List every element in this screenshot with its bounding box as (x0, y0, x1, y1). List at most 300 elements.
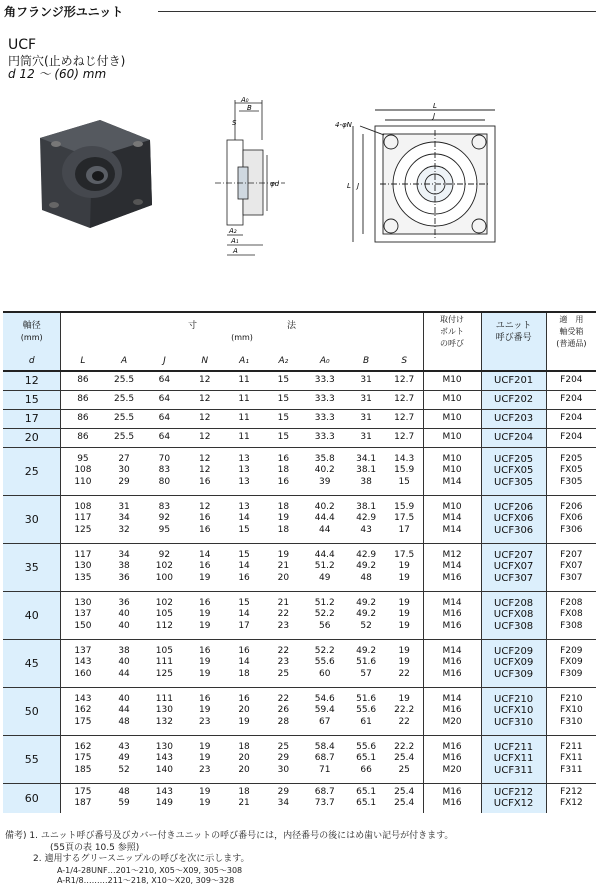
bolt-cell (423, 735, 481, 783)
unit-number-cell (481, 687, 546, 735)
unit-number-cell (481, 735, 546, 783)
table-subheader-row (3, 351, 596, 371)
cell-value: 34 (277, 798, 290, 809)
bolt-cell (423, 687, 481, 735)
cell-value: F204 (560, 412, 583, 423)
label-bolt-hole: 4-φN (335, 121, 352, 129)
bore-diameter: 60 (3, 783, 61, 813)
table-row (3, 495, 596, 543)
cell-value: FX05 (559, 465, 583, 476)
cell-value: M10 (442, 412, 462, 423)
cell-value: 12.7 (394, 412, 415, 423)
dimension-cell (61, 428, 104, 447)
housing-cell (546, 735, 596, 783)
dimension-cell (386, 409, 423, 428)
note-1: 備考) 1. ユニット呼び番号及びカバー付きユニットの呼び番号には，内径番号の後にはめ歯い記号が付きます。 (5, 831, 454, 841)
cell-value: M14 (442, 561, 462, 572)
label-j-side: J (357, 182, 360, 190)
dimension-cell (104, 543, 143, 591)
dimension-cell (104, 591, 143, 639)
cell-value: 28 (277, 716, 290, 727)
cell-value: 49.2 (356, 561, 377, 572)
dimension-cell (303, 543, 346, 591)
cell-value: 52.2 (314, 609, 335, 620)
dimension-cell (303, 428, 346, 447)
cell-value: 15 (277, 375, 290, 385)
cell-value: 51.6 (356, 693, 377, 704)
cell-value: 18 (277, 465, 290, 476)
dimension-cell (185, 495, 224, 543)
cell-value: 59.4 (314, 705, 335, 716)
dimension-cell (185, 639, 224, 687)
cell-value: 48 (360, 572, 372, 583)
dimension-cell (303, 495, 346, 543)
cell-value: M16 (442, 786, 462, 797)
cell-value: 83 (158, 465, 171, 476)
cell-value: 111 (155, 693, 173, 704)
housing-cell (546, 447, 596, 495)
unit-number-cell (481, 409, 546, 428)
cell-value: F209 (560, 645, 583, 656)
cell-value: 51.2 (314, 597, 335, 608)
housing-cell (546, 783, 596, 813)
sub-n: N (185, 351, 224, 371)
bore-diameter: 30 (3, 495, 61, 543)
cell-value: M12 (442, 549, 462, 560)
dimension-cell (264, 639, 303, 687)
cell-value: 130 (155, 705, 173, 716)
cell-value: 64 (158, 375, 171, 385)
cell-value: 149 (155, 798, 173, 809)
table-row (3, 543, 596, 591)
cell-value: UCF308 (494, 620, 534, 632)
bore-diameter: 15 (3, 390, 61, 409)
cell-value: UCF306 (494, 524, 534, 536)
cell-value: 49.2 (356, 645, 377, 656)
sub-a2: A₂ (264, 351, 303, 371)
cell-value: 19 (199, 741, 211, 752)
cell-value: 15 (277, 431, 290, 442)
cell-value: 48 (118, 716, 130, 727)
dimension-cell (303, 735, 346, 783)
dimension-cell (264, 735, 303, 783)
dimension-cell (61, 447, 104, 495)
cell-value: 38 (118, 561, 130, 572)
cell-value: FX10 (559, 705, 583, 716)
cell-value: 12.7 (394, 375, 415, 385)
dimension-cell (386, 735, 423, 783)
header-bolt: 取付け ボルト の呼び (423, 312, 481, 351)
bore-diameter: 55 (3, 735, 61, 783)
cell-value: 73.7 (314, 798, 335, 809)
cell-value: 25.4 (394, 786, 415, 797)
dimension-cell (185, 428, 224, 447)
cell-value: 102 (155, 561, 173, 572)
dimension-cell (185, 409, 224, 428)
cell-value: 55.6 (356, 705, 377, 716)
cell-value: 40 (118, 609, 130, 620)
cell-value: 67 (319, 716, 331, 727)
dimension-cell (346, 783, 385, 813)
cell-value: 102 (155, 597, 173, 608)
cell-value: M16 (442, 753, 462, 764)
bolt-cell (423, 639, 481, 687)
dimension-cell (346, 390, 385, 409)
cell-value: 59 (118, 798, 130, 809)
cell-value: 19 (277, 513, 290, 524)
unit-number-cell (481, 783, 546, 813)
cell-value: 60 (319, 668, 331, 679)
cell-value: 44 (118, 668, 130, 679)
note-2: 2. 適用するグリースニップルの呼びを次に示します。 (33, 854, 250, 864)
dimension-cell (144, 783, 185, 813)
dimension-cell (104, 447, 143, 495)
cell-value: 70 (158, 453, 171, 464)
cell-value: FX08 (559, 609, 583, 620)
table-row (3, 371, 596, 390)
cell-value: 12 (199, 465, 211, 476)
table-row (3, 783, 596, 813)
cell-value: 19 (238, 716, 250, 727)
cell-value: UCF311 (494, 764, 534, 776)
dimension-cell (61, 543, 104, 591)
table-row (3, 447, 596, 495)
cell-value: M16 (442, 741, 462, 752)
cell-value: UCFX10 (493, 705, 534, 717)
dimension-cell (346, 735, 385, 783)
cell-value: 64 (158, 393, 171, 404)
cell-value: UCF210 (494, 693, 534, 705)
bolt-cell (423, 591, 481, 639)
cell-value: 25 (277, 741, 290, 752)
cell-value: 130 (74, 597, 92, 608)
product-photo (20, 110, 170, 240)
table-row (3, 639, 596, 687)
cell-value: 44 (319, 524, 331, 535)
dimension-cell (264, 428, 303, 447)
cell-value: 48 (118, 786, 130, 797)
dimension-cell (185, 390, 224, 409)
cell-value: 137 (74, 645, 92, 656)
cell-value: F308 (560, 620, 583, 631)
cell-value: 86 (77, 412, 89, 423)
cell-value: 32 (118, 524, 130, 535)
cell-value: 23 (277, 620, 290, 631)
bolt-cell (423, 495, 481, 543)
cell-value: 64 (158, 412, 171, 423)
cell-value: 44.4 (314, 549, 335, 560)
cell-value: 135 (74, 572, 92, 583)
cell-value: F205 (560, 453, 583, 464)
dimension-cell (386, 428, 423, 447)
cell-value: 17.5 (394, 513, 415, 524)
cell-value: UCFX09 (493, 657, 534, 669)
bolt-cell (423, 371, 481, 390)
unit-number-cell (481, 495, 546, 543)
dimension-cell (224, 783, 263, 813)
dimension-cell (224, 371, 263, 390)
cell-value: 11 (238, 393, 250, 404)
housing-cell (546, 591, 596, 639)
dimension-cell (104, 390, 143, 409)
bore-diameter: 12 (3, 371, 61, 390)
cell-value: F204 (560, 375, 583, 385)
dimension-cell (144, 390, 185, 409)
dimension-cell (144, 371, 185, 390)
cell-value: 14.3 (394, 453, 415, 464)
cell-value: 19 (398, 572, 410, 583)
cell-value: 68.7 (314, 753, 335, 764)
dimension-cell (264, 447, 303, 495)
unit-number-cell (481, 543, 546, 591)
dimension-cell (386, 639, 423, 687)
cell-value: F310 (560, 716, 583, 727)
bolt-cell (423, 783, 481, 813)
cell-value: FX06 (559, 513, 583, 524)
product-code: UCF (8, 37, 37, 53)
bore-diameter: 25 (3, 447, 61, 495)
sub-b: B (346, 351, 385, 371)
cell-value: 20 (277, 572, 290, 583)
cell-value: 30 (118, 465, 130, 476)
dimension-cell (104, 428, 143, 447)
cell-value: FX11 (559, 753, 583, 764)
cell-value: 110 (74, 476, 92, 487)
cell-value: 130 (74, 561, 92, 572)
cell-value: 19 (398, 645, 410, 656)
cell-value: M16 (442, 657, 462, 668)
cell-value: M20 (442, 716, 462, 727)
cell-value: 65.1 (356, 786, 377, 797)
cell-value: 65.1 (356, 798, 377, 809)
cell-value: 39 (319, 476, 331, 487)
cell-value: 25.5 (114, 393, 135, 404)
cell-value: 18 (238, 786, 250, 797)
table-header-row (3, 312, 596, 351)
cell-value: 55.6 (356, 741, 377, 752)
cell-value: M20 (442, 764, 462, 775)
bore-diameter: 17 (3, 409, 61, 428)
cell-value: 12 (199, 431, 211, 442)
dimension-cell (224, 735, 263, 783)
cell-value: 15 (277, 412, 290, 423)
label-j-top: J (433, 112, 436, 120)
cell-value: 17.5 (394, 549, 415, 560)
cell-value: 19 (199, 705, 211, 716)
dimension-cell (61, 495, 104, 543)
cell-value: 31 (360, 431, 372, 442)
cell-value: 11 (238, 412, 250, 423)
dimension-cell (224, 390, 263, 409)
dimension-cell (61, 390, 104, 409)
unit-number-cell (481, 447, 546, 495)
cell-value: 117 (74, 513, 92, 524)
cell-value: 29 (277, 753, 290, 764)
section-title: 角フランジ形ユニット (4, 5, 124, 19)
cell-value: 40.2 (314, 501, 335, 512)
dimension-cell (224, 639, 263, 687)
cell-value: M16 (442, 668, 462, 679)
dimension-cell (264, 495, 303, 543)
cell-value: 22 (398, 668, 410, 679)
dimension-cell (61, 409, 104, 428)
cell-value: 54.6 (314, 693, 335, 704)
cell-value: M16 (442, 609, 462, 620)
cell-value: 40 (118, 657, 130, 668)
title-rule (158, 11, 596, 12)
cell-value: 43 (360, 524, 372, 535)
dimension-cell (264, 591, 303, 639)
dimension-cell (303, 687, 346, 735)
cell-value: 175 (74, 786, 92, 797)
cell-value: 95 (158, 524, 171, 535)
cell-value: UCF208 (494, 597, 534, 609)
bore-diameter: 35 (3, 543, 61, 591)
dimension-cell (303, 591, 346, 639)
cell-value: F309 (560, 668, 583, 679)
cell-value: F311 (560, 764, 583, 775)
header-dimensions: 寸 法 (mm) (61, 312, 423, 351)
cell-value: 14 (238, 561, 250, 572)
cell-value: 49.2 (356, 597, 377, 608)
dimension-cell (144, 495, 185, 543)
cell-value: 61 (360, 716, 372, 727)
unit-number-cell (481, 639, 546, 687)
cell-value: UCFX06 (493, 513, 534, 525)
dimension-cell (386, 495, 423, 543)
cell-value: 187 (74, 798, 92, 809)
cell-value: 52.2 (314, 645, 335, 656)
cell-value: FX09 (559, 657, 583, 668)
cell-value: F307 (560, 572, 583, 583)
dimension-cell (303, 409, 346, 428)
cell-value: UCFX11 (493, 753, 534, 765)
cell-value: 20 (238, 764, 250, 775)
dimension-cell (61, 783, 104, 813)
sub-a: A (104, 351, 143, 371)
cell-value: 16 (199, 476, 211, 487)
cell-value: 11 (238, 431, 250, 442)
note-2-b: A-R1/8………211～218, X10～X20, 309～328 (57, 875, 235, 885)
header-unit-number: ユニット 呼び番号 (481, 312, 546, 351)
cell-value: 49 (118, 753, 130, 764)
cell-value: 19 (398, 620, 410, 631)
cell-value: 143 (74, 693, 92, 704)
cell-value: 19 (199, 620, 211, 631)
dimension-cell (386, 783, 423, 813)
cell-value: 38.1 (356, 465, 377, 476)
cell-value: 143 (74, 657, 92, 668)
label-a2: A₂ (229, 227, 237, 235)
dimension-cell (303, 371, 346, 390)
cell-value: 175 (74, 716, 92, 727)
cell-value: 18 (277, 524, 290, 535)
cell-value: 19 (199, 753, 211, 764)
cell-value: 86 (77, 375, 89, 385)
bore-diameter: 45 (3, 639, 61, 687)
cell-value: F206 (560, 501, 583, 512)
dimension-cell (303, 447, 346, 495)
cell-value: 57 (360, 668, 372, 679)
bore-diameter: 50 (3, 687, 61, 735)
cell-value: 25.4 (394, 798, 415, 809)
cell-value: 33.3 (314, 393, 335, 404)
cell-value: 12.7 (394, 431, 415, 442)
cell-value: F204 (560, 393, 583, 404)
cell-value: UCF310 (494, 716, 534, 728)
cell-value: 19 (277, 549, 290, 560)
cell-value: 22 (277, 609, 290, 620)
cell-value: M10 (442, 431, 462, 442)
cell-value: 43 (118, 741, 130, 752)
cell-value: M10 (442, 393, 462, 404)
sub-d: d (3, 351, 61, 371)
cell-value: 25.4 (394, 753, 415, 764)
cell-value: 16 (199, 597, 211, 608)
dimension-cell (264, 687, 303, 735)
sub-a0: A₀ (303, 351, 346, 371)
cell-value: UCF207 (494, 549, 534, 561)
header-housing: 適 用 軸受箱 (普通品) (546, 312, 596, 351)
cell-value: 29 (118, 476, 130, 487)
cell-value: 162 (74, 741, 92, 752)
cell-value: 16 (199, 645, 211, 656)
cell-value: 40 (118, 693, 130, 704)
cell-value: 19 (398, 693, 410, 704)
cell-value: 33.3 (314, 431, 335, 442)
cell-value: 18 (238, 668, 250, 679)
cell-value: 31 (360, 412, 372, 423)
cell-value: UCF205 (494, 453, 534, 465)
notes (5, 831, 453, 886)
cell-value: 23 (199, 716, 211, 727)
cell-value: 19 (199, 668, 211, 679)
cell-value: 36 (118, 597, 130, 608)
cell-value: 92 (158, 513, 171, 524)
cell-value: 160 (74, 668, 92, 679)
cell-value: 51.2 (314, 561, 335, 572)
cell-value: 19 (398, 561, 410, 572)
dimension-cell (224, 495, 263, 543)
table-row (3, 735, 596, 783)
cell-value: 16 (238, 645, 250, 656)
cell-value: UCF212 (494, 786, 534, 798)
cell-value: 13 (238, 501, 250, 512)
dimension-cell (264, 390, 303, 409)
cell-value: UCF211 (494, 741, 534, 753)
unit-number-cell (481, 591, 546, 639)
cell-value: 30 (277, 764, 290, 775)
cell-value: 16 (199, 513, 211, 524)
cell-value: 143 (155, 753, 173, 764)
cell-value: 20 (238, 705, 250, 716)
cell-value: 140 (155, 764, 173, 775)
bolt-cell (423, 409, 481, 428)
dimension-cell (61, 639, 104, 687)
cell-value: 12.7 (394, 393, 415, 404)
cell-value: 23 (277, 657, 290, 668)
dimension-cell (144, 447, 185, 495)
cell-value: 35.8 (314, 453, 335, 464)
cell-value: 12 (199, 453, 211, 464)
cell-value: 33.3 (314, 412, 335, 423)
cell-value: 80 (158, 476, 171, 487)
label-a1: A₁ (231, 237, 239, 245)
cell-value: 16 (238, 572, 250, 583)
cell-value: F204 (560, 431, 583, 442)
dimension-cell (144, 591, 185, 639)
label-a0: A₀ (241, 96, 249, 104)
